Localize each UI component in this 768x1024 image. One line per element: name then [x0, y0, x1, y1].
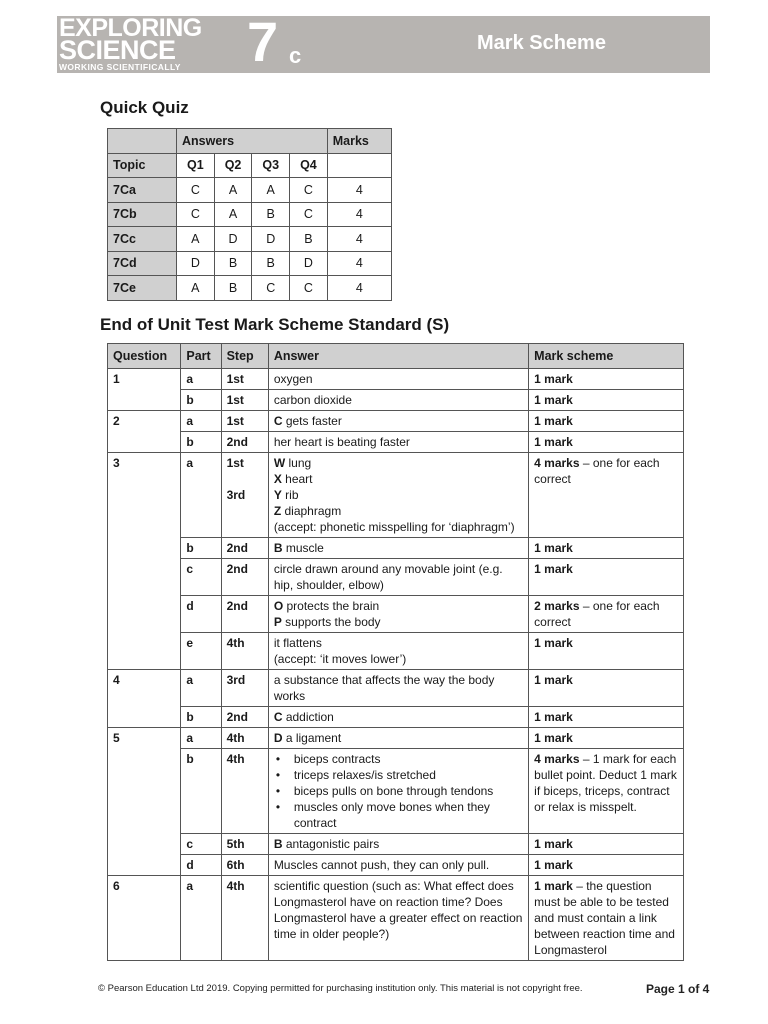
mark-cell: 1 mark: [529, 432, 684, 453]
mark-bold: 4 marks: [534, 752, 580, 766]
answer-cell: B: [252, 251, 290, 276]
table-row: [108, 633, 684, 670]
answer-cell: [268, 749, 528, 834]
answer-cell: A: [177, 227, 215, 252]
answer-letter: D: [273, 731, 283, 745]
table-row: [108, 876, 684, 961]
table-row: [108, 411, 684, 432]
quiz-row: [108, 276, 392, 301]
answer-cell: C: [252, 276, 290, 301]
mark-scheme-column-header: Mark scheme: [529, 344, 684, 369]
topic-cell: 7Ce: [108, 276, 177, 301]
mark-cell: 1 mark: [529, 390, 684, 411]
bullet-item: • triceps relaxes/is stretched: [294, 767, 523, 783]
topic-cell: 7Cc: [108, 227, 177, 252]
label-w: W: [273, 456, 286, 470]
mark-cell: [529, 453, 684, 538]
question-number: 5: [108, 728, 181, 876]
table-row: [108, 390, 684, 411]
answer-cell: C: [177, 202, 215, 227]
answer-cell: A: [214, 202, 252, 227]
part-column-header: Part: [181, 344, 221, 369]
answer-cell: D: [214, 227, 252, 252]
table-row: [108, 855, 684, 876]
accept-note: (accept: ‘it moves lower’): [273, 652, 407, 666]
quiz-subheader-row: [108, 153, 392, 178]
part-cell: d: [181, 855, 221, 876]
step-column-header: Step: [221, 344, 268, 369]
answer-line: [274, 598, 523, 614]
step-cell: 4th: [221, 633, 268, 670]
answer-cell: C: [290, 178, 328, 203]
mark-cell: 1 mark: [529, 707, 684, 728]
marks-cell: 4: [327, 276, 391, 301]
answer-cell: scientific question (such as: What effect does Longmasterol have on reaction time? Does Longmasterol have a greater effect on reaction time in older people?): [268, 876, 528, 961]
answer-text: muscle: [282, 541, 324, 555]
label-p: P: [273, 615, 282, 629]
answer-cell: [268, 411, 528, 432]
label-y-text: rib: [281, 488, 299, 502]
step-cell: [221, 453, 268, 538]
q3-header: Q3: [252, 153, 290, 178]
step-cell: 2nd: [221, 538, 268, 559]
answer-cell: circle drawn around any movable joint (e.g. hip, shoulder, elbow): [268, 559, 528, 596]
mark-cell: 1 mark: [529, 538, 684, 559]
part-cell: b: [181, 432, 221, 453]
mark-scheme-table: [107, 343, 684, 961]
question-number: 6: [108, 876, 181, 961]
question-number: 1: [108, 369, 181, 411]
answer-column-header: Answer: [268, 344, 528, 369]
marks-cell: 4: [327, 251, 391, 276]
topic-cell: 7Cb: [108, 202, 177, 227]
q1-header: Q1: [177, 153, 215, 178]
mark-cell: 1 mark: [529, 670, 684, 707]
page-number: Page 1 of 4: [646, 982, 710, 996]
mark-cell: 1 mark: [529, 633, 684, 670]
topic-cell: 7Cd: [108, 251, 177, 276]
bullet-item: • biceps contracts: [294, 751, 523, 767]
label-w-text: lung: [285, 456, 312, 470]
quiz-row: [108, 251, 392, 276]
answer-cell: C: [290, 202, 328, 227]
mark-bold: 2 marks: [534, 599, 580, 613]
step-cell: 3rd: [221, 670, 268, 707]
step-second: 3rd: [226, 488, 246, 502]
topic-header: Topic: [108, 153, 177, 178]
part-cell: a: [181, 369, 221, 390]
answer-text: addiction: [282, 710, 334, 724]
table-row: [108, 749, 684, 834]
step-cell: 1st: [221, 369, 268, 390]
table-row: [108, 538, 684, 559]
accept-note: (accept: phonetic misspelling for ‘diaphragm’): [273, 520, 515, 534]
part-cell: a: [181, 876, 221, 961]
part-cell: b: [181, 707, 221, 728]
table-row: [108, 369, 684, 390]
quiz-header-row: [108, 129, 392, 154]
answer-cell: D: [177, 251, 215, 276]
question-number: 2: [108, 411, 181, 453]
part-cell: a: [181, 670, 221, 707]
mark-cell: 1 mark: [529, 411, 684, 432]
question-column-header: Question: [108, 344, 181, 369]
part-cell: a: [181, 453, 221, 538]
answer-cell: C: [290, 276, 328, 301]
step-first: 1st: [226, 456, 244, 470]
answer-cell: B: [214, 276, 252, 301]
copyright-footer: © Pearson Education Ltd 2019. Copying permitted for purchasing institution only. This material is not copyright free.: [98, 983, 583, 994]
answer-cell: D: [252, 227, 290, 252]
exploring-science-logo: [57, 16, 237, 73]
label-p-text: supports the body: [281, 615, 381, 629]
answer-line: [274, 503, 523, 519]
mark-cell: [529, 596, 684, 633]
table-row: [108, 728, 684, 749]
answer-cell: her heart is beating faster: [268, 432, 528, 453]
answer-cell: B: [252, 202, 290, 227]
mark-bold: 4 marks: [534, 456, 580, 470]
step-cell: 2nd: [221, 596, 268, 633]
answer-line: [274, 455, 523, 471]
question-number: 4: [108, 670, 181, 728]
mark-text: – 1 mark for each bullet point. Deduct 1 mark if biceps, triceps, contract or relax is misspelt.: [534, 752, 677, 814]
table-row: [108, 559, 684, 596]
answer-cell: [268, 834, 528, 855]
table-row: [108, 707, 684, 728]
mark-text: – one for each correct: [534, 599, 660, 629]
step-cell: 2nd: [221, 432, 268, 453]
part-cell: d: [181, 596, 221, 633]
answer-letter: B: [273, 837, 283, 851]
answer-text: a ligament: [282, 731, 342, 745]
answer-text: gets faster: [282, 414, 342, 428]
table-row: [108, 596, 684, 633]
answer-cell: [268, 707, 528, 728]
answer-cell: [268, 538, 528, 559]
label-y: Y: [273, 488, 282, 502]
answer-cell: [268, 453, 528, 538]
bullet-item: • muscles only move bones when they contract: [294, 799, 523, 831]
table-row: [108, 432, 684, 453]
table-row: [108, 453, 684, 538]
answer-cell: [268, 596, 528, 633]
mark-cell: 1 mark: [529, 728, 684, 749]
part-cell: a: [181, 728, 221, 749]
answer-cell: A: [252, 178, 290, 203]
quiz-row: [108, 227, 392, 252]
step-cell: 4th: [221, 876, 268, 961]
answer-cell: A: [214, 178, 252, 203]
banner-title: Mark Scheme: [477, 32, 606, 54]
answer-cell: [268, 633, 528, 670]
answer-cell: C: [177, 178, 215, 203]
answer-letter: C: [273, 414, 283, 428]
marks-header: Marks: [327, 129, 391, 154]
part-cell: e: [181, 633, 221, 670]
part-cell: b: [181, 538, 221, 559]
mark-bold: 1 mark: [534, 879, 573, 893]
mark-cell: [529, 749, 684, 834]
answer-cell: A: [177, 276, 215, 301]
answer-cell: B: [214, 251, 252, 276]
table-row: [108, 834, 684, 855]
quick-quiz-table: [107, 128, 392, 301]
bullet-list: [274, 751, 523, 831]
answer-cell: D: [290, 251, 328, 276]
quiz-row: [108, 202, 392, 227]
quiz-row: [108, 178, 392, 203]
answer-cell: a substance that affects the way the body works: [268, 670, 528, 707]
mark-cell: 1 mark: [529, 369, 684, 390]
table-row: [108, 670, 684, 707]
part-cell: a: [181, 411, 221, 432]
question-number: 3: [108, 453, 181, 670]
answer-line: [274, 471, 523, 487]
mark-cell: 1 mark: [529, 855, 684, 876]
marks-cell: 4: [327, 202, 391, 227]
step-cell: 1st: [221, 411, 268, 432]
mark-cell: [529, 876, 684, 961]
logo-line-1: EXPLORING: [59, 14, 202, 42]
answer-cell: B: [290, 227, 328, 252]
q4-header: Q4: [290, 153, 328, 178]
step-cell: 1st: [221, 390, 268, 411]
answer-line: [274, 487, 523, 503]
answer-text: antagonistic pairs: [282, 837, 380, 851]
step-cell: 6th: [221, 855, 268, 876]
logo-line-2: SCIENCE: [59, 35, 176, 65]
end-of-unit-test-heading: End of Unit Test Mark Scheme Standard (S): [100, 315, 450, 334]
quick-quiz-heading: Quick Quiz: [100, 98, 189, 117]
mark-text: – one for each correct: [534, 456, 660, 486]
step-cell: 4th: [221, 749, 268, 834]
mark-text: – the question must be able to be tested and must contain a link between reaction time and Longmasterol: [534, 879, 675, 957]
step-cell: 2nd: [221, 559, 268, 596]
mark-cell: 1 mark: [529, 559, 684, 596]
label-x-text: heart: [281, 472, 313, 486]
part-cell: b: [181, 749, 221, 834]
step-cell: 4th: [221, 728, 268, 749]
marks-subheader-cell: [327, 153, 391, 178]
label-x: X: [273, 472, 282, 486]
answer-cell: oxygen: [268, 369, 528, 390]
label-z: Z: [273, 504, 282, 518]
part-cell: b: [181, 390, 221, 411]
answer-cell: Muscles cannot push, they can only pull.: [268, 855, 528, 876]
label-o-text: protects the brain: [283, 599, 380, 613]
step-cell: 2nd: [221, 707, 268, 728]
step-cell: 5th: [221, 834, 268, 855]
label-o: O: [273, 599, 284, 613]
answer-letter: B: [273, 541, 283, 555]
answer-cell: [268, 728, 528, 749]
unit-number: 7: [247, 10, 279, 73]
topic-cell: 7Ca: [108, 178, 177, 203]
mark-cell: 1 mark: [529, 834, 684, 855]
marks-cell: 4: [327, 178, 391, 203]
answer-line: it flattens: [273, 636, 322, 650]
quiz-corner-cell: [108, 129, 177, 154]
marks-cell: 4: [327, 227, 391, 252]
answer-line: [274, 614, 523, 630]
answer-cell: carbon dioxide: [268, 390, 528, 411]
unit-letter: c: [289, 43, 302, 68]
q2-header: Q2: [214, 153, 252, 178]
part-cell: c: [181, 559, 221, 596]
header-banner: [57, 10, 710, 73]
mark-scheme-header-row: [108, 344, 684, 369]
answers-header: Answers: [177, 129, 328, 154]
bullet-item: • biceps pulls on bone through tendons: [294, 783, 523, 799]
part-cell: c: [181, 834, 221, 855]
label-z-text: diaphragm: [281, 504, 342, 518]
logo-line-3: WORKING SCIENTIFICALLY: [59, 62, 181, 72]
answer-letter: C: [273, 710, 283, 724]
